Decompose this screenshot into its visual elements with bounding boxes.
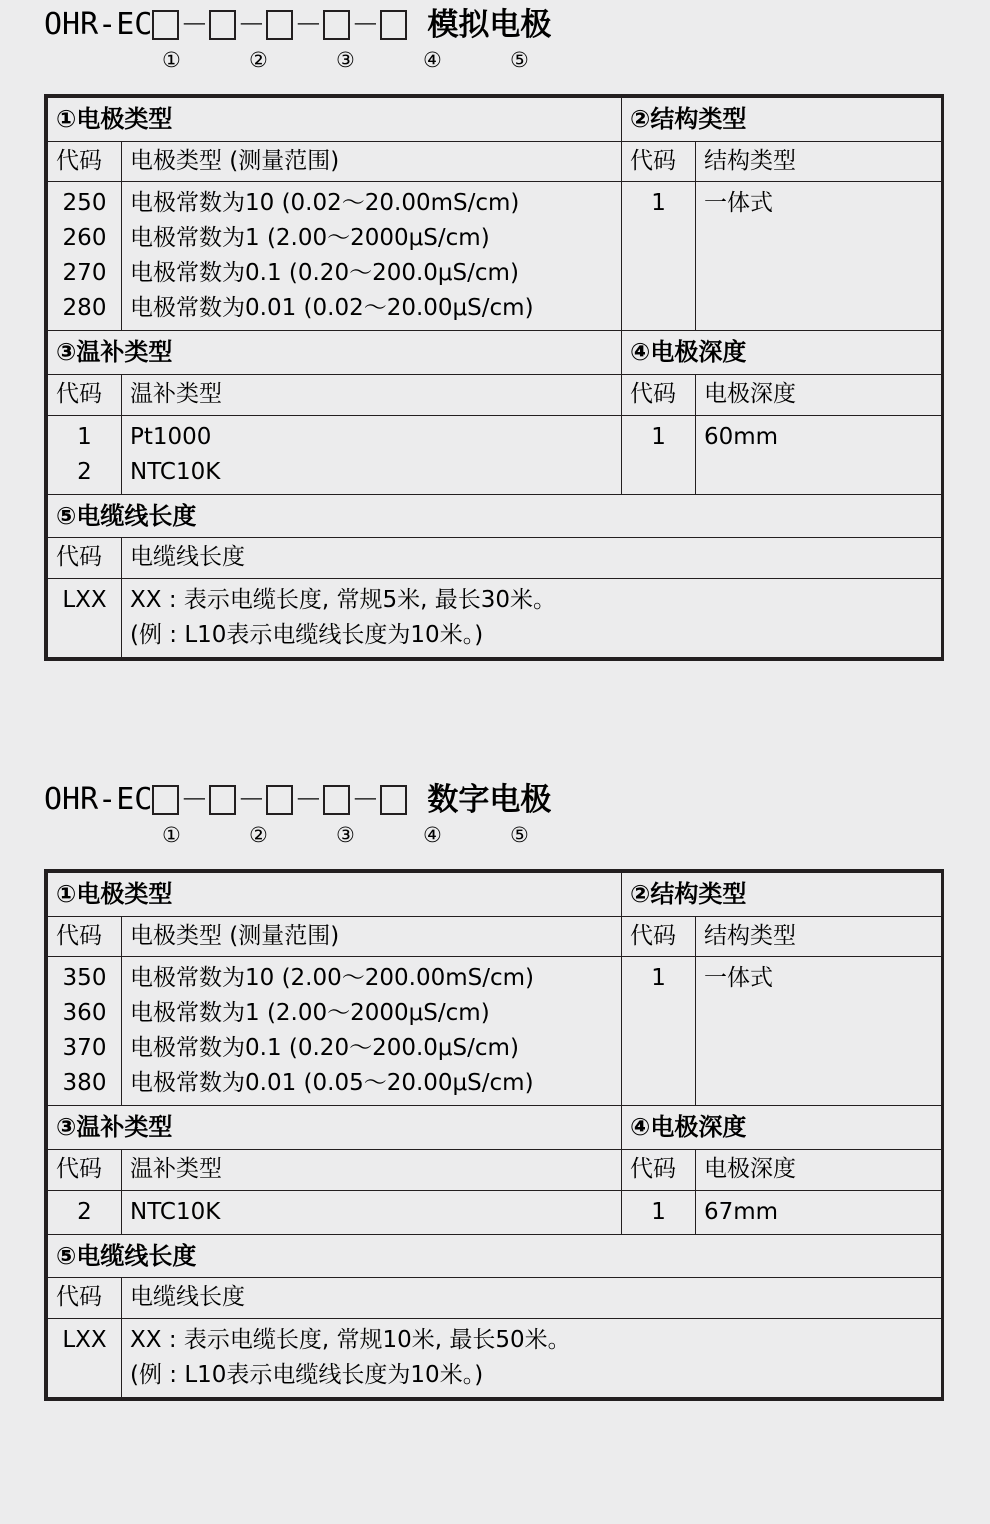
table-row bbox=[48, 182, 942, 331]
col-head-code-1: 代码 bbox=[48, 141, 122, 182]
circle-number-row bbox=[44, 50, 990, 80]
code-value: 2 bbox=[77, 1198, 92, 1225]
desc-value: (例 : L10表示电缆线长度为10米。) bbox=[130, 621, 484, 648]
section-title-electrode-depth: ④电极深度 bbox=[622, 331, 942, 375]
table-row bbox=[48, 1278, 942, 1319]
code-list-structure-type bbox=[622, 182, 696, 331]
table-row bbox=[48, 1150, 942, 1191]
code-list-cable-length bbox=[48, 1318, 122, 1397]
desc-value: 60mm bbox=[704, 423, 779, 450]
table-row bbox=[48, 1234, 942, 1278]
code-list-temp-comp bbox=[48, 415, 122, 494]
code-box-3[interactable] bbox=[266, 785, 293, 815]
dash-4: － bbox=[351, 783, 380, 816]
desc-list-temp-comp bbox=[122, 415, 622, 494]
table-row bbox=[48, 494, 942, 538]
table-row bbox=[48, 331, 942, 375]
desc-list-temp-comp bbox=[122, 1190, 622, 1234]
col-head-type-1: 电极类型 (测量范围) bbox=[122, 916, 622, 957]
code-box-2[interactable] bbox=[209, 10, 236, 40]
desc-value: 一体式 bbox=[704, 190, 774, 217]
code-value: LXX bbox=[62, 586, 107, 613]
code-value: 370 bbox=[62, 1035, 107, 1062]
code-value: 1 bbox=[651, 965, 666, 992]
col-head-type-5: 电缆线长度 bbox=[122, 538, 942, 579]
code-value: LXX bbox=[62, 1326, 107, 1353]
model-block-digital bbox=[0, 775, 990, 1401]
dash-2: － bbox=[237, 783, 266, 816]
section-title-electrode-type: ①电极类型 bbox=[48, 873, 622, 917]
desc-value: NTC10K bbox=[130, 1198, 221, 1225]
desc-list-electrode-depth bbox=[696, 1190, 942, 1234]
desc-value: 电极常数为10 (0.02～20.00mS/cm) bbox=[130, 190, 520, 217]
code-value: 1 bbox=[651, 190, 666, 217]
code-list-electrode-type bbox=[48, 957, 122, 1106]
section-title-structure-type: ②结构类型 bbox=[622, 98, 942, 142]
code-list-electrode-depth bbox=[622, 415, 696, 494]
col-head-code-5: 代码 bbox=[48, 538, 122, 579]
circle-num-2: ② bbox=[249, 823, 268, 847]
model-block-analog bbox=[0, 0, 990, 661]
code-value: 270 bbox=[62, 260, 107, 287]
table-row bbox=[48, 1190, 942, 1234]
circle-num-3: ③ bbox=[336, 823, 355, 847]
code-box-4[interactable] bbox=[323, 10, 350, 40]
desc-value: 电极常数为0.01 (0.02～20.00μS/cm) bbox=[130, 295, 534, 322]
dash-2: － bbox=[237, 8, 266, 41]
desc-list-cable-length bbox=[122, 1318, 942, 1397]
table-row bbox=[48, 1318, 942, 1397]
table-row bbox=[48, 141, 942, 182]
model-prefix: OHR-EC bbox=[44, 782, 153, 817]
desc-list-cable-length bbox=[122, 578, 942, 657]
model-prefix: OHR-EC bbox=[44, 7, 153, 42]
desc-value: NTC10K bbox=[130, 458, 221, 485]
col-head-code-4: 代码 bbox=[622, 1150, 696, 1191]
section-title-electrode-depth: ④电极深度 bbox=[622, 1106, 942, 1150]
col-head-code-1: 代码 bbox=[48, 916, 122, 957]
code-value: 1 bbox=[651, 423, 666, 450]
code-value: 1 bbox=[77, 423, 92, 450]
code-value: 360 bbox=[62, 1000, 107, 1027]
table-row bbox=[48, 1106, 942, 1150]
desc-value: XX : 表示电缆长度, 常规5米, 最长30米。 bbox=[130, 586, 557, 613]
spec-table-digital bbox=[44, 869, 944, 1401]
dash-3: － bbox=[294, 783, 323, 816]
col-head-code-3: 代码 bbox=[48, 375, 122, 416]
col-head-type-4: 电极深度 bbox=[696, 375, 942, 416]
model-title: 数字电极 bbox=[427, 781, 552, 818]
desc-list-structure-type bbox=[696, 957, 942, 1106]
col-head-type-3: 温补类型 bbox=[122, 375, 622, 416]
col-head-code-2: 代码 bbox=[622, 916, 696, 957]
table-row bbox=[48, 916, 942, 957]
table-row bbox=[48, 98, 942, 142]
circle-number-row bbox=[44, 825, 990, 855]
model-code-line bbox=[44, 0, 990, 50]
table-row bbox=[48, 578, 942, 657]
desc-value: 一体式 bbox=[704, 965, 774, 992]
circle-num-5: ⑤ bbox=[510, 48, 529, 72]
col-head-code-5: 代码 bbox=[48, 1278, 122, 1319]
code-list-cable-length bbox=[48, 578, 122, 657]
col-head-type-2: 结构类型 bbox=[696, 141, 942, 182]
col-head-code-3: 代码 bbox=[48, 1150, 122, 1191]
table-row bbox=[48, 873, 942, 917]
col-head-type-5: 电缆线长度 bbox=[122, 1278, 942, 1319]
col-head-code-4: 代码 bbox=[622, 375, 696, 416]
dash-1: － bbox=[180, 8, 209, 41]
code-list-electrode-type bbox=[48, 182, 122, 331]
table-row bbox=[48, 375, 942, 416]
code-value: 1 bbox=[651, 1198, 666, 1225]
desc-value: 电极常数为0.01 (0.05～20.00μS/cm) bbox=[130, 1070, 534, 1097]
circle-num-4: ④ bbox=[423, 823, 442, 847]
circle-num-2: ② bbox=[249, 48, 268, 72]
table-row bbox=[48, 538, 942, 579]
circle-num-5: ⑤ bbox=[510, 823, 529, 847]
model-code-line bbox=[44, 775, 990, 825]
code-box-1[interactable] bbox=[152, 10, 179, 40]
section-title-cable-length: ⑤电缆线长度 bbox=[48, 494, 942, 538]
code-box-5[interactable] bbox=[380, 10, 407, 40]
code-value: 250 bbox=[62, 190, 107, 217]
desc-list-electrode-type bbox=[122, 957, 622, 1106]
table-row bbox=[48, 415, 942, 494]
code-value: 2 bbox=[77, 458, 92, 485]
dash-4: － bbox=[351, 8, 380, 41]
desc-value: 电极常数为10 (2.00～200.00mS/cm) bbox=[130, 965, 535, 992]
desc-list-structure-type bbox=[696, 182, 942, 331]
model-title: 模拟电极 bbox=[427, 6, 552, 43]
code-value: 280 bbox=[62, 295, 107, 322]
col-head-type-4: 电极深度 bbox=[696, 1150, 942, 1191]
section-title-temp-comp: ③温补类型 bbox=[48, 331, 622, 375]
desc-value: 电极常数为1 (2.00～2000μS/cm) bbox=[130, 1000, 490, 1027]
code-value: 260 bbox=[62, 225, 107, 252]
code-list-structure-type bbox=[622, 957, 696, 1106]
section-title-electrode-type: ①电极类型 bbox=[48, 98, 622, 142]
desc-list-electrode-type bbox=[122, 182, 622, 331]
col-head-code-2: 代码 bbox=[622, 141, 696, 182]
section-title-temp-comp: ③温补类型 bbox=[48, 1106, 622, 1150]
table-row bbox=[48, 957, 942, 1106]
desc-value: 电极常数为0.1 (0.20～200.0μS/cm) bbox=[130, 260, 519, 287]
code-box-5[interactable] bbox=[380, 785, 407, 815]
desc-value: Pt1000 bbox=[130, 423, 212, 450]
desc-list-electrode-depth bbox=[696, 415, 942, 494]
dash-3: － bbox=[294, 8, 323, 41]
code-list-electrode-depth bbox=[622, 1190, 696, 1234]
col-head-type-3: 温补类型 bbox=[122, 1150, 622, 1191]
code-box-4[interactable] bbox=[323, 785, 350, 815]
section-title-cable-length: ⑤电缆线长度 bbox=[48, 1234, 942, 1278]
col-head-type-1: 电极类型 (测量范围) bbox=[122, 141, 622, 182]
section-title-structure-type: ②结构类型 bbox=[622, 873, 942, 917]
code-box-3[interactable] bbox=[266, 10, 293, 40]
desc-value: 67mm bbox=[704, 1198, 779, 1225]
circle-num-1: ① bbox=[162, 823, 181, 847]
circle-num-3: ③ bbox=[336, 48, 355, 72]
desc-value: XX : 表示电缆长度, 常规10米, 最长50米。 bbox=[130, 1326, 571, 1353]
code-box-1[interactable] bbox=[152, 785, 179, 815]
code-value: 350 bbox=[62, 965, 107, 992]
circle-num-1: ① bbox=[162, 48, 181, 72]
code-value: 380 bbox=[62, 1070, 107, 1097]
desc-value: (例 : L10表示电缆线长度为10米。) bbox=[130, 1361, 484, 1388]
desc-value: 电极常数为1 (2.00～2000μS/cm) bbox=[130, 225, 490, 252]
col-head-type-2: 结构类型 bbox=[696, 916, 942, 957]
code-box-2[interactable] bbox=[209, 785, 236, 815]
code-list-temp-comp bbox=[48, 1190, 122, 1234]
desc-value: 电极常数为0.1 (0.20～200.0μS/cm) bbox=[130, 1035, 519, 1062]
dash-1: － bbox=[180, 783, 209, 816]
spec-table-analog bbox=[44, 94, 944, 661]
circle-num-4: ④ bbox=[423, 48, 442, 72]
